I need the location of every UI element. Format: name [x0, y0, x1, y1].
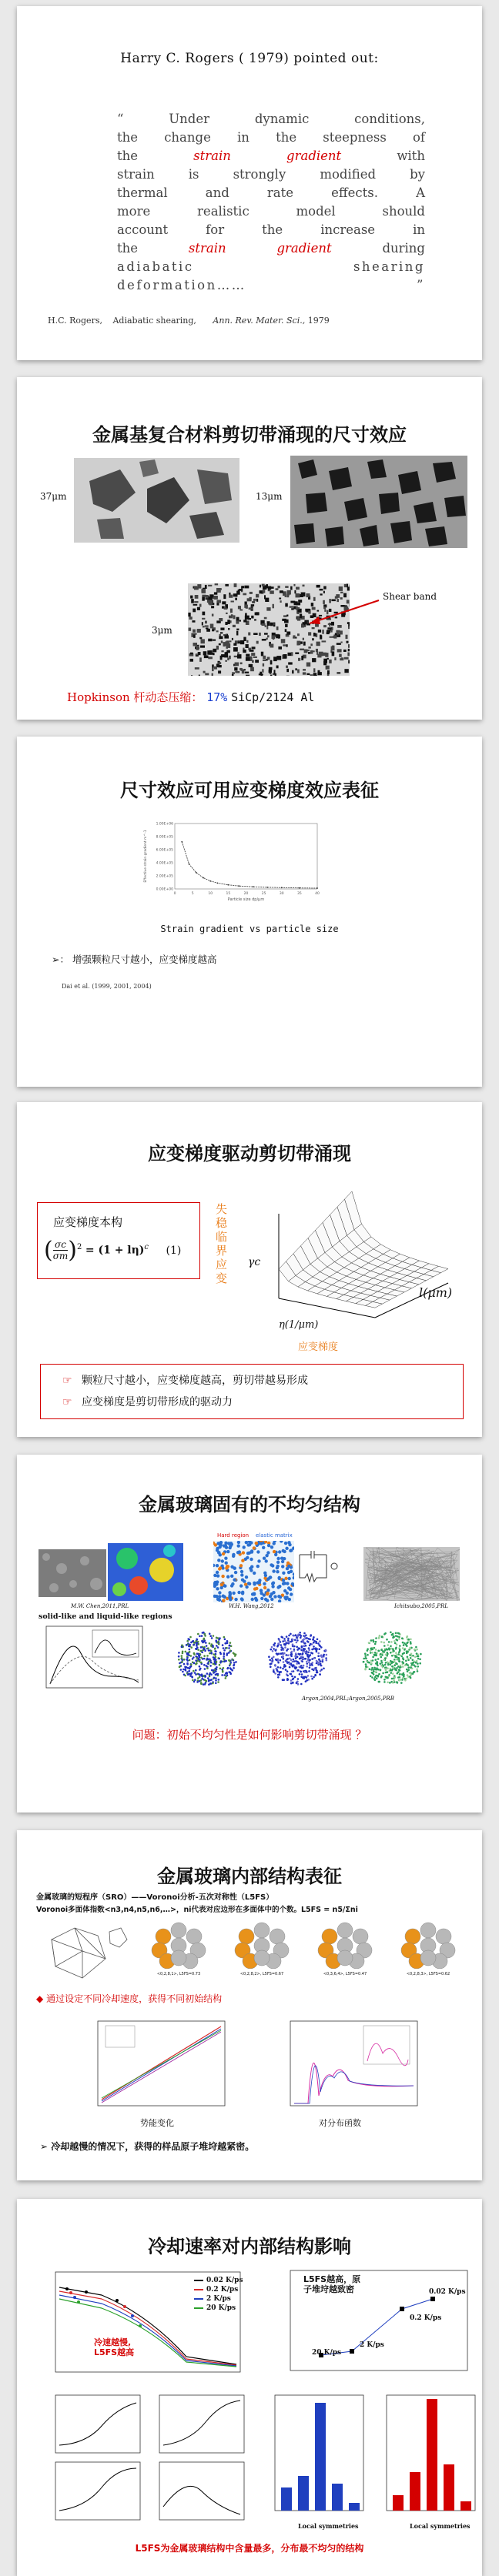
cite-argon: Argon,2004,PRL;Argon,2005,PRB [302, 1696, 394, 1702]
pointing-hand-icon: ☞ [62, 1396, 72, 1408]
bar [460, 2501, 471, 2511]
legend-label: 2 K/ps [206, 2295, 231, 2303]
scale-label-13: 13μm [256, 491, 283, 502]
cluster-item [306, 1921, 383, 1976]
legend-label: 20 K/ps [206, 2304, 236, 2312]
left-chart-label: 势能变化 [140, 2118, 174, 2128]
x-tick-label: 20 [243, 892, 249, 896]
cluster-label: <0,2,8,3>, L5FS=0.62 [406, 1972, 450, 1976]
legend-swatch [194, 2307, 203, 2309]
pt-label-3: 2 K/ps [360, 2341, 384, 2349]
scale-label-3: 3μm [152, 625, 172, 636]
citation-journal: Ann. Rev. Mater. Sci., [213, 316, 306, 326]
quote-text: thermal and rate effects. A [117, 185, 425, 200]
quote-text: “ Under dynamic conditions, [117, 112, 425, 126]
bottom-text: L5FS为金属玻璃结构中含量最多，分布最不均匀的结构 [135, 2543, 364, 2554]
quote-text: with [341, 149, 425, 163]
data-point [189, 864, 190, 865]
cluster-atoms-icon [397, 1921, 459, 1969]
citation-year: 1979 [307, 316, 330, 326]
side-label-char: 稳 [216, 1216, 228, 1230]
quote-line [117, 147, 425, 165]
data-point [196, 872, 197, 874]
shear-band-label: Shear band [383, 591, 437, 602]
plot-caption: Strain gradient vs particle size [160, 924, 339, 934]
data-point [253, 886, 254, 887]
caption-cn: Hopkinson 杆动态压缩： [67, 690, 203, 704]
eq-number: (1) [166, 1244, 182, 1257]
bar-chart-right [371, 2391, 479, 2529]
legend-item [194, 2276, 243, 2285]
slide-cooling-rate [17, 2199, 482, 2576]
gamma-label: γc [248, 1256, 261, 1268]
micrograph-13um [290, 456, 467, 548]
side-label-char: 变 [216, 1271, 228, 1285]
data-point [299, 887, 300, 889]
left-note: 冷速越慢, L5FS越高 [94, 2337, 135, 2357]
bar [393, 2495, 404, 2511]
quote-header: Harry C. Rogers ( 1979) pointed out: [120, 51, 379, 66]
bar [315, 2403, 326, 2511]
surface-plot [236, 1183, 471, 1329]
polyhedron-diagram [36, 1916, 132, 1993]
micrograph-37um-image [74, 458, 239, 543]
data-point [217, 882, 219, 884]
atomic-volume-chart [267, 2267, 475, 2385]
legend-swatch [194, 2289, 203, 2290]
bar [332, 2484, 343, 2511]
bars-xlabel-left: Local symmetries [298, 2522, 359, 2530]
arrow-bullet-icon: ➢ [40, 2141, 49, 2152]
diamond-icon: ◆ [36, 1993, 44, 2004]
quote-text: the [117, 241, 189, 256]
quote-line [117, 184, 425, 202]
bar [410, 2472, 420, 2511]
quote-text: the change in the steepness of [117, 130, 425, 145]
grain-image [363, 1547, 460, 1601]
x-tick-label: 40 [315, 892, 320, 896]
atom-cloud-3 [356, 1628, 429, 1689]
legend-item [194, 2304, 243, 2313]
diamond-line [36, 1992, 222, 2005]
quote-highlight: strain gradient [188, 241, 332, 256]
x-tick-label: 30 [279, 892, 284, 896]
quote-line [117, 110, 425, 129]
conclusion-line [40, 2140, 254, 2153]
slide-strain-gradient [17, 737, 482, 1087]
y-tick-label: 2.00E+05 [156, 874, 173, 879]
quote-line [117, 258, 425, 276]
cite-wang: W.H. Wang,2012 [229, 1603, 274, 1609]
box-title: 应变梯度本构 [53, 1215, 123, 1229]
cluster-item [223, 1921, 300, 1976]
micrograph-13um-image [290, 456, 467, 548]
eq-rhs: = (1 + lη) [85, 1244, 145, 1257]
cluster-label: <0,3,6,4>, L5FS=0.47 [323, 1972, 367, 1976]
eq-exp: 2 [77, 1242, 82, 1251]
quote-highlight: strain gradient [193, 149, 342, 163]
slide-title: 金属基复合材料剪切带涌现的尺寸效应 [92, 424, 407, 446]
cluster-atoms-icon [231, 1921, 293, 1969]
bar [298, 2476, 309, 2511]
quote-line [117, 276, 425, 295]
question-text: 问题：初始不均匀性是如何影响剪切带涌现 ？ [132, 1728, 367, 1742]
pt-label-2: 0.2 K/ps [410, 2314, 442, 2322]
data-point [209, 880, 211, 882]
legend-swatch [194, 2298, 203, 2300]
cluster-item [140, 1921, 217, 1976]
quote-text: account for the increase in [117, 222, 425, 237]
caption-material: SiCp/2124 Al [231, 690, 315, 704]
rdf-chart [271, 2015, 425, 2118]
data-point [181, 841, 183, 843]
x-tick-label: 35 [297, 892, 302, 896]
slide-title: 冷却速率对内部结构影响 [148, 2236, 351, 2257]
atom-cloud-1 [171, 1628, 244, 1689]
x-tick-label: 15 [226, 892, 231, 896]
bar [281, 2487, 292, 2511]
y-axis-label: Effective strain gradient m^-1 [144, 830, 148, 883]
sigma-m: σm [52, 1251, 69, 1261]
citation-author: H.C. Rogers, [48, 316, 102, 326]
quote-line [117, 129, 425, 147]
quote-body [117, 110, 425, 295]
data-point [316, 887, 318, 889]
hrtem-image [39, 1549, 106, 1597]
data-point [266, 887, 268, 888]
slide-internal-structure [17, 1830, 482, 2180]
conclusion-text-2: 应变梯度是剪切带形成的驱动力 [82, 1396, 233, 1408]
eq-rhs-exp: c [144, 1242, 149, 1251]
citation-title: Adiabatic shearing, [112, 316, 196, 326]
cluster-atoms-icon [314, 1921, 376, 1969]
cluster-row [140, 1921, 471, 1983]
voronoi-line: Voronoi多面体指数<n3,n4,n5,n6,…>，ni代表对应边形在多面体中的个数。L5FS = n5/Σni [36, 1906, 358, 1914]
caption-percent: 17% [206, 690, 228, 704]
l-axis-label: l(μm) [419, 1285, 453, 1300]
quote-line [117, 221, 425, 239]
constitutive-box [37, 1202, 200, 1279]
solid-liquid-label: solid-like and liquid-like regions [39, 1612, 172, 1621]
pt-label-1: 0.02 K/ps [429, 2288, 466, 2296]
atom-cloud-2 [262, 1628, 335, 1689]
slide-inhomogeneous-structure [17, 1455, 482, 1813]
conclusion-text-1: 颗粒尺寸越小，应变梯度越高，剪切带越易形成 [82, 1375, 309, 1387]
side-label-char: 临 [216, 1230, 228, 1244]
legend-label: 0.02 K/ps [206, 2277, 243, 2284]
eta-axis-label: η(1/μm) [279, 1319, 319, 1331]
sro-line: 金属玻璃的短程序（SRO）——Voronoi分析-五次对称性（L5FS） [36, 1893, 274, 1902]
x-tick-label: 0 [173, 892, 176, 896]
legend-label: 0.2 K/ps [206, 2286, 239, 2294]
bullet-line [52, 952, 216, 966]
cooling-legend [194, 2276, 243, 2313]
side-label-char: 应 [216, 1258, 228, 1271]
circuit-diagram [296, 1547, 342, 1589]
slide-title: 应变梯度驱动剪切带涌现 [148, 1143, 351, 1164]
right-note: L5FS越高，原 子堆垨越致密 [303, 2274, 361, 2294]
slide-gradient-drives-shear [17, 1102, 482, 1437]
y-tick-label: 4.00E+05 [156, 861, 173, 866]
bullet-mark: ➢： [52, 954, 69, 965]
data-point [238, 885, 239, 887]
x-axis-label: Particle size dp/μm [227, 897, 265, 902]
strain-gradient-chart [140, 817, 325, 910]
quote-text: adiabatic shearing [117, 259, 425, 274]
right-chart-label: 对分布函数 [319, 2118, 361, 2128]
cluster-atoms-icon [148, 1921, 209, 1969]
bullet-text: 增强颗粒尺寸越小，应变梯度越高 [72, 954, 217, 965]
data-point [227, 884, 229, 886]
x-tick-label: 5 [191, 892, 194, 896]
conclusion-point-2 [62, 1394, 233, 1409]
pointing-hand-icon: ☞ [62, 1375, 72, 1387]
hard-region-label: Hard region [217, 1532, 250, 1539]
y-tick-label: 8.00E+05 [156, 835, 173, 840]
quote-text: strain is strongly modified by [117, 167, 425, 182]
cluster-label: <0,2,8,2>, L5FS=0.67 [239, 1972, 284, 1976]
conclusion-text: 冷却越慢的情况下，获得的样品原子堆垨越紧密。 [51, 2141, 255, 2152]
slide-title: 金属玻璃内部结构表征 [157, 1866, 342, 1887]
quote-text: more realistic model should [117, 204, 425, 219]
legend-item [194, 2294, 243, 2304]
legend-item [194, 2285, 243, 2294]
quote-line [117, 239, 425, 258]
cluster-item [390, 1921, 467, 1976]
bar [349, 2503, 360, 2511]
cluster-label: <0,2,8,1>, L5FS=0.73 [156, 1972, 201, 1976]
data-point [281, 887, 283, 888]
side-label-char: 失 [216, 1202, 228, 1216]
quote-text: during [331, 241, 425, 256]
slide-title: 尺寸效应可用应变梯度效应表征 [120, 780, 379, 801]
y-tick-label: 6.00E+05 [156, 848, 173, 853]
bars-xlabel-right: Local symmetries [410, 2522, 471, 2530]
cite-chen: M.W. Chen,2011,PRL [71, 1603, 129, 1609]
small-plots-left [40, 2391, 144, 2529]
x-tick-label: 10 [208, 892, 213, 896]
slide-rogers-quote [17, 6, 482, 360]
quote-line [117, 202, 425, 221]
slide-size-effect [17, 377, 482, 720]
micrograph-37um [74, 458, 239, 543]
diamond-text: 通过设定不同冷却速度，获得不同初始结构 [46, 1993, 223, 2004]
elastic-matrix-label: elastic matrix [256, 1532, 293, 1539]
y-tick-label: 0.00E+00 [156, 887, 173, 892]
small-plots-mid [144, 2391, 248, 2529]
side-label-char: 界 [216, 1244, 228, 1258]
pt-label-4: 20 K/ps [312, 2349, 342, 2357]
critical-strain-label [216, 1202, 229, 1285]
quote-text: deformation…… ” [117, 278, 425, 292]
reference: Dai et al. (1999, 2001, 2004) [62, 983, 152, 990]
cite-ichitsubo: Ichitsubo,2005,PRL [394, 1603, 448, 1609]
distribution-plot [39, 1622, 150, 1699]
sigma-c: σc [53, 1239, 69, 1251]
potential-energy-chart [79, 2015, 233, 2118]
bar [444, 2464, 454, 2511]
quote-text: the [117, 149, 194, 163]
stress-map [108, 1543, 183, 1601]
constitutive-equation: ( $\frac{\sigma c}{\sigma m}$ )$^2 = (1 + l\eta)^c$ (1) [44, 1237, 182, 1264]
experiment-caption [67, 689, 314, 705]
scale-label-37: 37μm [40, 491, 67, 502]
conclusion-box [40, 1364, 464, 1419]
x-tick-label: 25 [261, 892, 266, 896]
quote-citation [48, 316, 330, 326]
conclusion-point-1 [62, 1372, 308, 1388]
hard-soft-model [213, 1541, 294, 1602]
bar-chart-left [260, 2391, 367, 2529]
quote-line [117, 165, 425, 184]
slide-title: 金属玻璃固有的不均匀结构 [139, 1494, 360, 1515]
data-point [203, 877, 204, 879]
y-tick-label: 1.00E+06 [156, 822, 173, 827]
gradient-axis-label: 应变梯度 [298, 1341, 339, 1353]
legend-swatch [194, 2280, 203, 2281]
bar [427, 2399, 437, 2511]
